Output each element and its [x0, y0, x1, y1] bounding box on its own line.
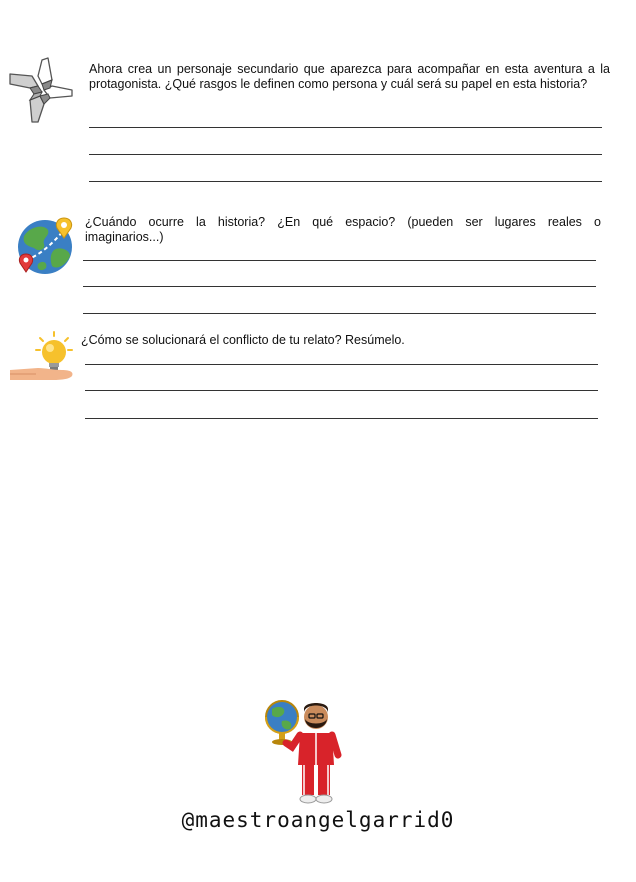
teacher-avatar-with-globe-icon — [258, 695, 342, 805]
author-handle: @maestroangelgarrid0 — [181, 808, 455, 832]
hands-teamwork-icon — [8, 56, 74, 124]
question-1-text: Ahora crea un personaje secundario que aparezca para acompañar en esta aventura a la protagonista. ¿Qué rasgos le definen como persona y cuál será su papel en esta historia? — [89, 62, 610, 91]
answer-line-1a[interactable] — [89, 127, 602, 128]
answer-line-2c[interactable] — [83, 313, 596, 314]
question-2-text: ¿Cuándo ocurre la historia? ¿En qué espacio? (pueden ser lugares reales o imaginarios...) — [85, 215, 601, 244]
question-3-text: ¿Cómo se solucionará el conflicto de tu relato? Resúmelo. — [81, 333, 405, 347]
answer-line-2b[interactable] — [83, 286, 596, 287]
answer-line-1b[interactable] — [89, 154, 602, 155]
answer-line-2a[interactable] — [83, 260, 596, 261]
answer-line-3c[interactable] — [85, 418, 598, 419]
answer-line-3a[interactable] — [85, 364, 598, 365]
lightbulb-hand-icon — [10, 330, 76, 384]
globe-route-icon — [14, 216, 78, 278]
answer-line-3b[interactable] — [85, 390, 598, 391]
answer-line-1c[interactable] — [89, 181, 602, 182]
